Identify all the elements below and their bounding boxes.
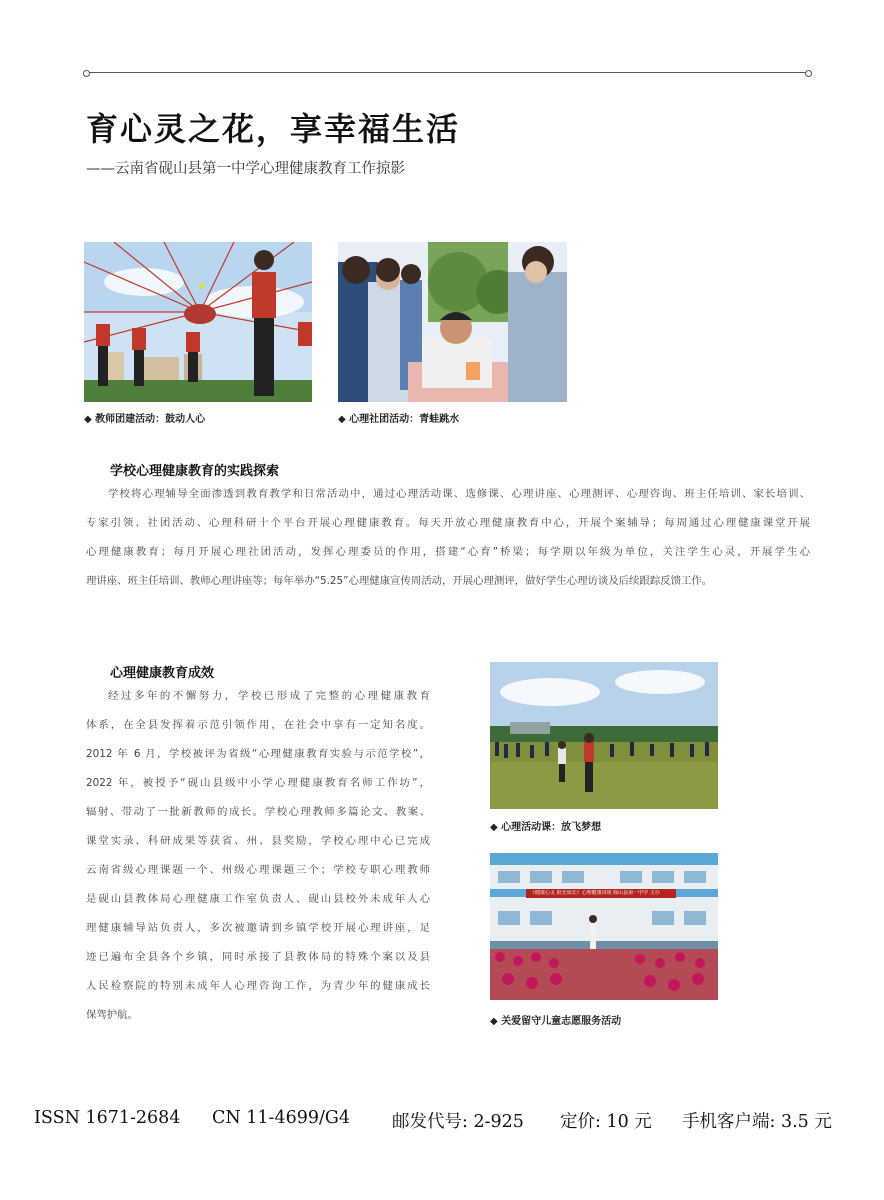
paragraph-line: 是砚山县教体局心理健康工作室负责人、砚山县校外未成年人心 bbox=[86, 893, 430, 905]
section-heading-results: 心理健康教育成效 bbox=[110, 666, 215, 681]
banner-text: 《健康心灵 阳光成长》心理健康讲座 砚山县第一中学 主办 bbox=[530, 890, 660, 896]
paragraph-line: 辐射、带动了一批新教师的成长。学校心理教师多篇论文、教案、 bbox=[86, 806, 430, 818]
paragraph-line: 经过多年的不懈努力，学校已形成了完整的心理健康教育 bbox=[108, 690, 430, 702]
section-paragraph-practice bbox=[86, 480, 810, 596]
page-title: 育心灵之花，享幸福生活 bbox=[86, 110, 461, 148]
volunteer-service-photo bbox=[490, 853, 718, 1000]
psychology-club-photo bbox=[338, 242, 567, 402]
paragraph-line: 课堂实录、科研成果等获省、州、县奖励，学校心理中心已完成 bbox=[86, 835, 430, 847]
paragraph-line: 保驾护航。 bbox=[86, 1009, 138, 1021]
paragraph-line: 体系，在全县发挥着示范引领作用，在社会中享有一定知名度。 bbox=[86, 719, 430, 731]
divider-dot-right bbox=[805, 70, 812, 77]
paragraph-line: 人民检察院的特别未成年人心理咨询工作，为青少年的健康成长 bbox=[86, 980, 430, 992]
footer-mobile-price: 手机客户端: 3.5 元 bbox=[682, 1112, 832, 1132]
top-divider bbox=[86, 72, 808, 73]
paragraph-line: 2022 年，被授予“砚山县级中小学心理健康教育名师工作坊”， bbox=[86, 777, 430, 789]
paragraph-line: 云南省级心理课题一个、州级心理课题三个；学校专职心理教师 bbox=[86, 864, 430, 876]
photo-caption: ◆ 教师团建活动：鼓动人心 bbox=[84, 414, 206, 425]
photo-caption: ◆ 心理活动课：放飞梦想 bbox=[490, 822, 602, 833]
teacher-team-building-photo bbox=[84, 242, 312, 402]
paragraph-line: 心理健康教育；每月开展心理社团活动，发挥心理委员的作用，搭建“心育”桥梁；每学期以年级为单位，关注学生心灵，开展学生心 bbox=[86, 546, 810, 558]
page-subtitle: ——云南省砚山县第一中学心理健康教育工作掠影 bbox=[86, 161, 405, 177]
footer-cn: CN 11-4699/G4 bbox=[212, 1108, 350, 1128]
footer-issn: ISSN 1671-2684 bbox=[34, 1108, 181, 1128]
footer-price: 定价: 10 元 bbox=[560, 1112, 652, 1132]
paragraph-line: 学校将心理辅导全面渗透到教育教学和日常活动中，通过心理活动课、选修课、心理讲座、心理测评、心理咨询、班主任培训、家长培训、 bbox=[108, 488, 810, 500]
divider-dot-left bbox=[83, 70, 90, 77]
paragraph-line: 理讲座、班主任培训、教师心理讲座等；每年举办“5.25”心理健康宣传周活动，开展心理测评，做好学生心理访谈及后续跟踪反馈工作。 bbox=[86, 575, 713, 587]
paragraph-line: 专家引领、社团活动、心理科研十个平台开展心理健康教育。每天开放心理健康教育中心，开展个案辅导；每周通过心理健康课堂开展 bbox=[86, 517, 810, 529]
section-heading-practice: 学校心理健康教育的实践探索 bbox=[110, 464, 280, 479]
section-paragraph-results bbox=[86, 682, 430, 1030]
footer-postal-code: 邮发代号: 2-925 bbox=[392, 1112, 524, 1132]
photo-caption: ◆ 心理社团活动：青蛙跳水 bbox=[338, 414, 460, 425]
paragraph-line: 2012 年 6 月，学校被评为省级“心理健康教育实验与示范学校”， bbox=[86, 748, 430, 760]
paragraph-line: 迹已遍布全县各个乡镇，同时承接了县教体局的特殊个案以及县 bbox=[86, 951, 430, 963]
photo-caption: ◆ 关爱留守儿童志愿服务活动 bbox=[490, 1016, 622, 1027]
psychology-activity-class-photo bbox=[490, 662, 718, 809]
paragraph-line: 理健康辅导站负责人，多次被邀请到乡镇学校开展心理讲座，足 bbox=[86, 922, 430, 934]
